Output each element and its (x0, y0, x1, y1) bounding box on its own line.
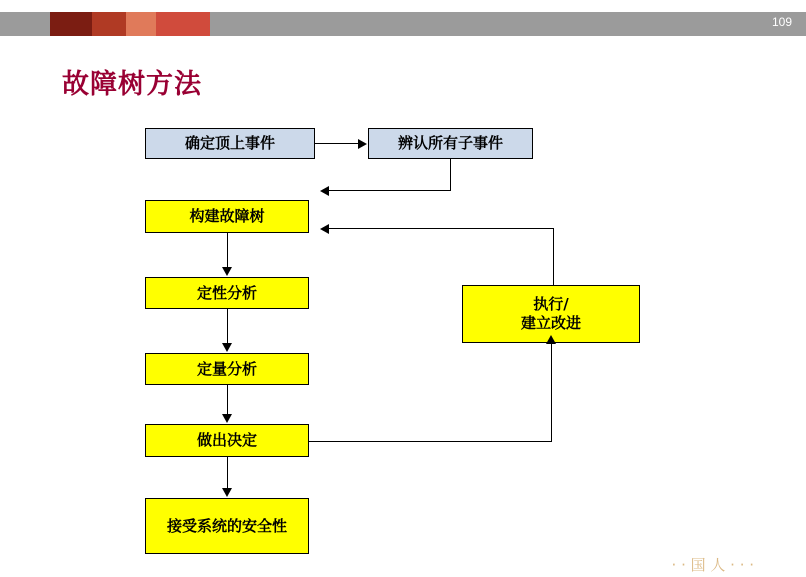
edge-top-event-to-sub-events (315, 143, 359, 144)
arrowhead-decision-to-execute (546, 335, 556, 344)
header-segment-3 (126, 12, 156, 36)
edge-decision-to-execute-horizontal (309, 441, 552, 442)
page-title: 故障树方法 (62, 69, 202, 100)
arrowhead-qualitative-to-quantitative (222, 343, 232, 352)
flow-node-qualitative-label: 定性分析 (196, 283, 257, 302)
flow-node-quantitative-label: 定量分析 (196, 359, 257, 378)
flow-node-quantitative (145, 353, 309, 385)
header-segment-1 (50, 12, 92, 36)
arrowhead-build-tree-to-qualitative (222, 267, 232, 276)
header-segment-2 (92, 12, 126, 36)
flow-node-execute-label-line2: 建立改进 (520, 314, 581, 332)
flow-node-sub-events (368, 128, 533, 159)
header-segment-4 (156, 12, 210, 36)
page-number: 109 (771, 15, 792, 29)
edge-execute-to-build-tree-horizontal (328, 228, 554, 229)
edge-decision-to-execute-vertical (551, 343, 552, 441)
flow-node-accept (145, 498, 309, 554)
flow-node-build-tree (145, 200, 309, 233)
edge-sub-events-down (450, 159, 451, 190)
watermark: · · 国 人 · · · (671, 556, 754, 574)
flow-node-top-event-label: 确定顶上事件 (184, 134, 275, 153)
edge-build-tree-to-qualitative (227, 233, 228, 268)
arrowhead-quantitative-to-decision (222, 414, 232, 423)
arrowhead-top-event-to-sub-events (358, 139, 367, 149)
arrowhead-execute-to-build-tree (320, 224, 329, 234)
flow-node-top-event (145, 128, 315, 159)
flow-node-decision-label: 做出决定 (196, 431, 257, 450)
arrowhead-decision-to-accept (222, 488, 232, 497)
arrowhead-sub-events-to-build-tree (320, 186, 329, 196)
flow-node-execute-label-line1: 执行/ (533, 295, 569, 314)
flow-node-build-tree-label: 构建故障树 (189, 207, 265, 226)
flow-node-qualitative (145, 277, 309, 309)
flow-node-decision (145, 424, 309, 457)
slide-header-bar (0, 12, 806, 36)
edge-quantitative-to-decision (227, 385, 228, 415)
edge-execute-to-build-tree-vertical (553, 228, 554, 286)
flow-node-sub-events-label: 辨认所有子事件 (397, 134, 503, 153)
edge-sub-events-to-build-tree (328, 190, 451, 191)
flow-node-accept-label: 接受系统的安全性 (166, 516, 287, 535)
edge-decision-to-accept (227, 457, 228, 489)
edge-qualitative-to-quantitative (227, 309, 228, 344)
